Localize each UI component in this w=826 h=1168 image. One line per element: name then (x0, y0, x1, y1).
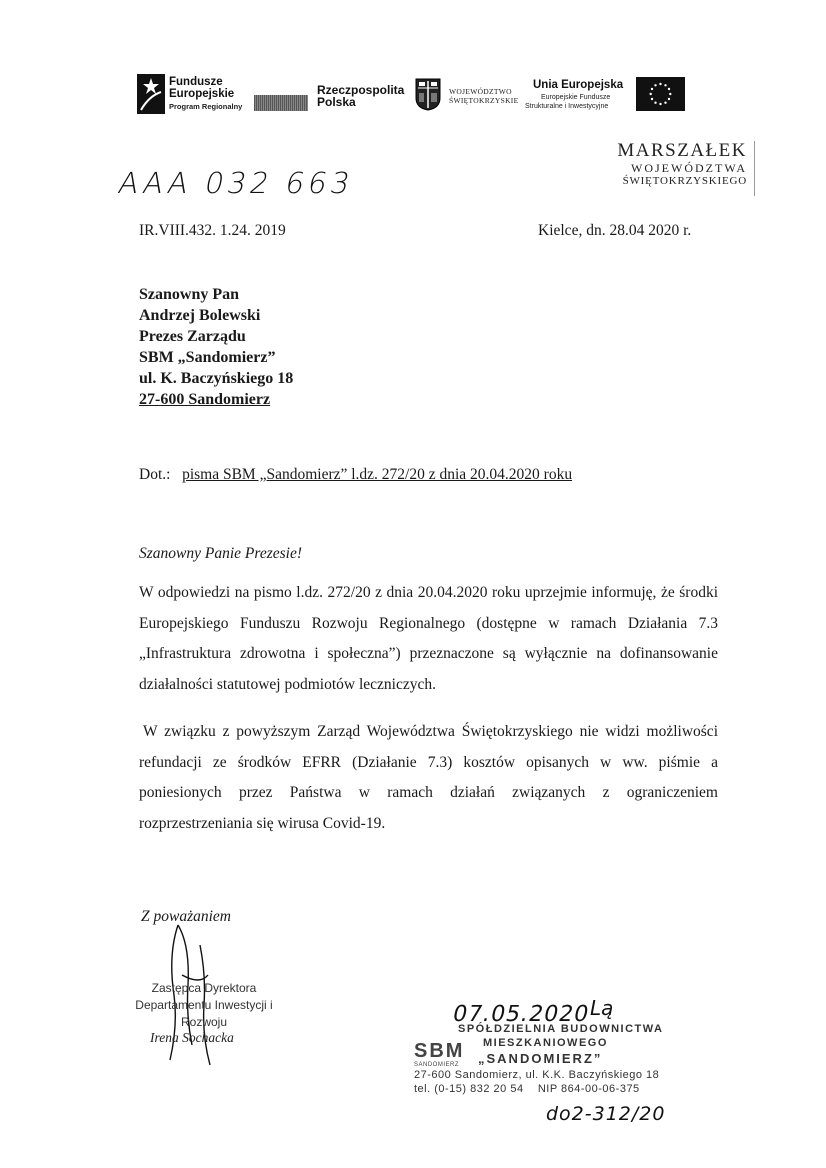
handwritten-number: AAA 032 663 (115, 166, 357, 200)
fe-star-icon (137, 74, 165, 114)
rp-line2: Polska (317, 95, 356, 109)
signatory-name: Irena Sochacka (150, 1030, 234, 1045)
woj-line1: WOJEWÓDZTWO (449, 87, 512, 96)
stamp-line3: „SANDOMIERZ” (478, 1051, 603, 1066)
addressee-block (139, 284, 293, 410)
eu-line3: Strukturalne i Inwestycyjne (525, 103, 609, 110)
subject-label: Dot.: (139, 466, 171, 483)
reference-number: IR.VIII.432. 1.24. 2019 (139, 222, 286, 239)
fe-line2: Europejskie (169, 88, 235, 100)
signatory-role-line2: Departamentu Inwestycji i Rozwoju (135, 998, 273, 1029)
addressee-line: Prezes Zarządu (139, 328, 246, 345)
coat-of-arms-icon (415, 78, 441, 111)
woj-line2: ŚWIĘTOKRZYSKIE (449, 96, 519, 105)
stamp-nip: NIP 864-00-06-375 (537, 1083, 640, 1095)
greeting: Szanowny Panie Prezesie! (139, 545, 302, 562)
marshal-line3: ŚWIĘTOKRZYSKIEGO (622, 175, 747, 187)
sbm-logo-sub: SANDOMIERZ (414, 1062, 460, 1068)
stamp-line1: SPÓŁDZIELNIA BUDOWNICTWA (458, 1023, 664, 1035)
stamp-phone: tel. (0-15) 832 20 54 (414, 1083, 524, 1095)
letter-date: Kielce, dn. 28.04 2020 r. (538, 222, 692, 239)
stamp-handwritten-date: 07.05.2020 (450, 1002, 592, 1027)
fundusze-europejskie-logo (137, 74, 307, 120)
marshal-line1: MARSZAŁEK (617, 140, 747, 161)
stamp-handwritten-initials: Lą (590, 996, 614, 1020)
signatory-role-line1: Zastępca Dyrektora (151, 981, 257, 995)
rzeczpospolita-logo (317, 84, 404, 108)
closing: Z poważaniem (141, 908, 231, 925)
stamp-handwritten-ref: do2-312/20 (546, 1103, 666, 1125)
eu-flag-icon (636, 77, 685, 111)
subject-line (139, 466, 572, 484)
eu-line1: Unia Europejska (533, 79, 624, 91)
stamp-address: 27-600 Sandomierz, ul. K.K. Baczyńskiego 18 (414, 1069, 660, 1081)
stamp-line2: MIESZKANIOWEGO (483, 1037, 608, 1049)
rp-line1: Rzeczpospolita (317, 83, 405, 97)
marshal-heading (612, 140, 747, 187)
marshal-divider (754, 141, 755, 196)
poland-flag-icon (254, 95, 308, 111)
subject-text: pisma SBM „Sandomierz” l.dz. 272/20 z dnia 20.04.2020 roku (182, 466, 573, 483)
addressee-line: Andrzej Bolewski (139, 307, 261, 324)
wojewodztwo-logo (415, 78, 525, 114)
marshal-line2: WOJEWÓDZTWA (631, 161, 747, 175)
body-paragraph-1: W odpowiedzi na pismo l.dz. 272/20 z dnia 20.04.2020 roku uprzejmie informuję, że środki Europejskiego Funduszu Rozwoju Regionalnego (dostępne w ramach Działania 7.3 „Infrastruktura zdrowotna i społeczna”) przeznaczone są wyłącznie na dofinansowanie działalności statutowej podmiotów leczniczych. (139, 584, 718, 693)
sbm-logo: SBM (414, 1040, 465, 1062)
addressee-line: 27-600 Sandomierz (139, 391, 271, 408)
addressee-line: ul. K. Baczyńskiego 18 (139, 370, 294, 387)
addressee-line: SBM „Sandomierz” (139, 349, 276, 366)
stamp-contact (414, 1083, 640, 1095)
addressee-line: Szanowny Pan (139, 286, 240, 303)
fe-line3: Program Regionalny (169, 102, 243, 111)
body-paragraph-2: W związku z powyższym Zarząd Województwa Świętokrzyskiego nie widzi możliwości refundacji ze środków EFRR (Działanie 7.3) kosztów opisanych w ww. piśmie a poniesionych przez Państwa w ramach działań związanych z ograniczeniem rozprzestrzeniania się wirusa Covid-19. (139, 723, 718, 832)
eu-line2: Europejskie Fundusze (541, 94, 611, 101)
signatory-role (114, 980, 294, 1031)
fe-line1: Fundusze (169, 76, 223, 88)
